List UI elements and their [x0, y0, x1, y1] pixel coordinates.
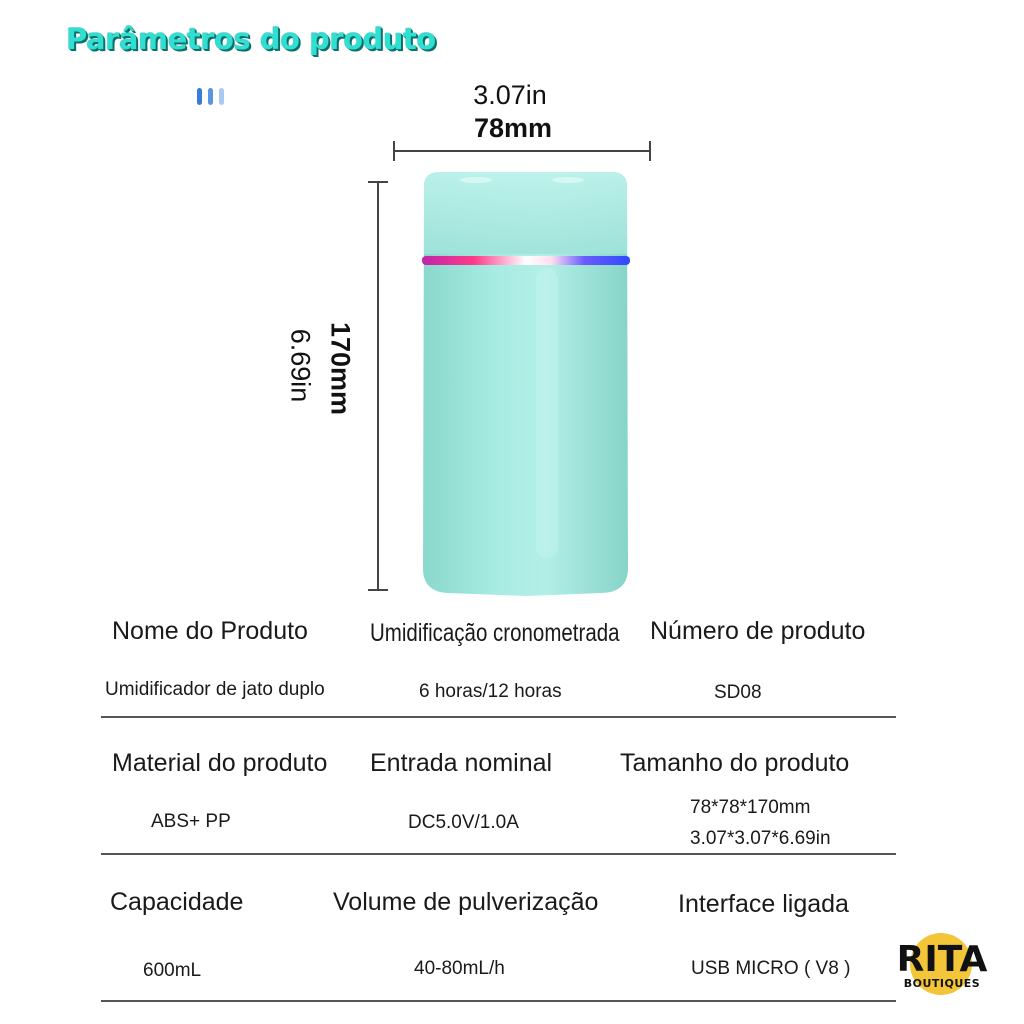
width-dimension-line	[393, 150, 651, 152]
spec-value-product-name: Umidificador de jato duplo	[105, 679, 325, 700]
spec-value-product-number: SD08	[714, 682, 762, 703]
row-divider	[101, 1000, 896, 1002]
height-dimension-cap-bottom	[368, 589, 388, 591]
spec-value-timed-humidification: 6 horas/12 horas	[419, 681, 562, 702]
height-dimension-cap-top	[368, 181, 388, 183]
height-dimension-line	[377, 181, 379, 590]
width-mm-label: 78mm	[473, 113, 553, 143]
spec-value-spray-volume: 40-80mL/h	[414, 958, 505, 979]
spec-header-product-name: Nome do Produto	[112, 617, 308, 645]
page-title: Parâmetros do produto	[66, 22, 436, 56]
decorative-bars-icon	[197, 88, 224, 105]
spec-value-capacity: 600mL	[143, 960, 202, 981]
spec-header-rated-input: Entrada nominal	[370, 749, 553, 777]
height-mm-label: 170mm	[325, 321, 356, 416]
logo-subtitle: BOUTIQUES	[903, 977, 981, 990]
spec-value-interface: USB MICRO ( V8 )	[691, 958, 851, 979]
width-dimension-cap-left	[393, 141, 395, 161]
width-dimension-cap-right	[649, 141, 651, 161]
spec-value-material: ABS+ PP	[151, 811, 231, 832]
humidifier-product-image	[418, 168, 633, 598]
spec-header-interface: Interface ligada	[678, 890, 849, 918]
logo-name: RITA	[896, 939, 988, 980]
spec-value-product-size-mm: 78*78*170mm	[690, 797, 811, 818]
spec-header-timed-humidification: Umidificação cronometrada	[370, 619, 620, 647]
spec-header-product-size: Tamanho do produto	[620, 749, 850, 777]
spec-header-spray-volume: Volume de pulverização	[333, 888, 599, 916]
width-inches-label: 3.07in	[473, 80, 547, 110]
spec-value-rated-input: DC5.0V/1.0A	[408, 812, 519, 833]
spec-value-product-size-in: 3.07*3.07*6.69in	[690, 828, 831, 849]
rita-boutiques-logo	[888, 933, 996, 1001]
row-divider	[101, 716, 896, 718]
spec-header-material: Material do produto	[112, 749, 328, 777]
height-inches-label: 6.69in	[285, 328, 316, 403]
row-divider	[101, 853, 896, 855]
spec-header-product-number: Número de produto	[650, 617, 866, 645]
spec-header-capacity: Capacidade	[110, 888, 244, 916]
